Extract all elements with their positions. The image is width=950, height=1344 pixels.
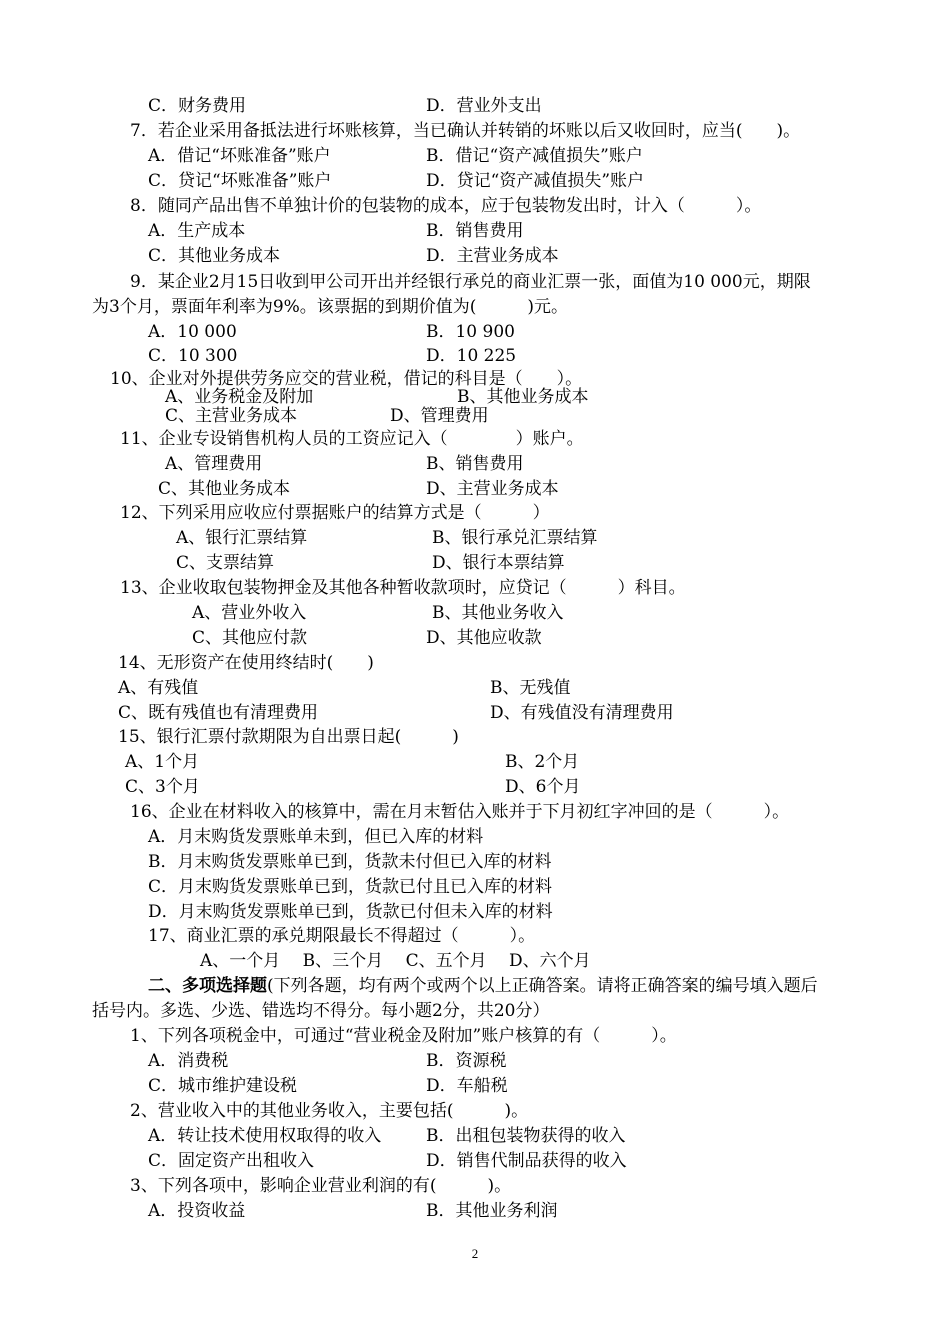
text-line: B、2个月 <box>505 752 580 772</box>
text-line: B、银行承兑汇票结算 <box>432 528 598 548</box>
text-line: 13、企业收取包装物押金及其他各种暂收款项时，应贷记（ ）科目。 <box>120 578 686 598</box>
text-line: D、主营业务成本 <box>426 479 559 499</box>
text-line: B、其他业务成本 <box>457 387 589 407</box>
text-line: A．消费税 <box>148 1051 229 1071</box>
text-line: C、主营业务成本 <box>165 406 298 426</box>
text-line: C．财务费用 <box>148 96 247 116</box>
text-line: D．销售代制品获得的收入 <box>426 1151 627 1171</box>
text-line: 7．若企业采用备抵法进行坏账核算，当已确认并转销的坏账以后又收回时，应当( )。 <box>130 121 801 141</box>
text-line: D、有残值没有清理费用 <box>490 703 674 723</box>
text-line: 2、营业收入中的其他业务收入，主要包括( )。 <box>130 1101 529 1121</box>
text-line: 3、下列各项中，影响企业营业利润的有( )。 <box>130 1176 512 1196</box>
text-line: B、其他业务收入 <box>432 603 564 623</box>
text-line: C、3个月 <box>125 777 200 797</box>
text-line: 为3个月，票面年利率为9%。该票据的到期价值为( )元。 <box>92 297 569 317</box>
text-line: C．贷记“坏账准备”账户 <box>148 171 332 191</box>
text-line: C．其他业务成本 <box>148 246 281 266</box>
text-line: C、既有残值也有清理费用 <box>118 703 319 723</box>
text-line: B．其他业务利润 <box>426 1201 558 1221</box>
text-line: D．月末购货发票账单已到，货款已付但未入库的材料 <box>148 902 553 922</box>
text-line: A、有残值 <box>118 678 199 698</box>
text-line: 9．某企业2月15日收到甲公司开出并经银行承兑的商业汇票一张，面值为10 000元，期限 <box>130 272 811 292</box>
text-line: B、无残值 <box>490 678 571 698</box>
text-line: D．车船税 <box>426 1076 508 1096</box>
text-line: D、管理费用 <box>390 406 489 426</box>
text-line: 8．随同产品出售不单独计价的包装物的成本，应于包装物发出时，计入（ ）。 <box>130 196 762 216</box>
text-line: A．借记“坏账准备”账户 <box>148 146 331 166</box>
text-line: C、其他业务成本 <box>158 479 291 499</box>
text-line: D、6个月 <box>505 777 581 797</box>
text-line: B．10 900 <box>426 322 515 342</box>
text-line: A、业务税金及附加 <box>165 387 314 407</box>
text-line: 14、无形资产在使用终结时( ) <box>118 653 374 673</box>
text-line: 10、企业对外提供劳务应交的营业税，借记的科目是（ ）。 <box>110 369 583 389</box>
text-line: 括号内。多选、少选、错选均不得分。每小题2分，共20分） <box>92 1001 550 1021</box>
text-line: A、管理费用 <box>165 454 263 474</box>
text-line: A、一个月 B、三个月 C、五个月 D、六个月 <box>200 951 591 971</box>
text-line: B．月末购货发票账单已到，货款未付但已入库的材料 <box>148 852 552 872</box>
text-line: A．月末购货发票账单未到，但已入库的材料 <box>148 827 484 847</box>
text-line: B．借记“资产减值损失”账户 <box>426 146 643 166</box>
text-line: 12、下列采用应收应付票据账户的结算方式是（ ） <box>120 503 550 523</box>
text-line: B．出租包装物获得的收入 <box>426 1126 626 1146</box>
text-line: D．营业外支出 <box>426 96 542 116</box>
text-line: A、营业外收入 <box>192 603 307 623</box>
text-line: C．10 300 <box>148 346 238 366</box>
text-line: D．10 225 <box>426 346 517 366</box>
text-line: A、银行汇票结算 <box>176 528 308 548</box>
text-line: B．资源税 <box>426 1051 507 1071</box>
text-line: A、1个月 <box>125 752 200 772</box>
text-line: D、其他应收款 <box>426 628 542 648</box>
text-line: C．月末购货发票账单已到，货款已付且已入库的材料 <box>148 877 553 897</box>
text-line: 17、商业汇票的承兑期限最长不得超过（ ）。 <box>148 926 536 946</box>
text-line: D、银行本票结算 <box>432 553 565 573</box>
text-line: 1、下列各项税金中，可通过“营业税金及附加”账户核算的有（ ）。 <box>130 1026 677 1046</box>
text-line: B．销售费用 <box>426 221 524 241</box>
text-line: A．投资收益 <box>148 1201 246 1221</box>
section-instructions: (下列各题，均有两个或两个以上正确答案。请将正确答案的编号填入题后 <box>267 976 818 996</box>
text-line: D．主营业务成本 <box>426 246 559 266</box>
text-line: 11、企业专设销售机构人员的工资应记入（ ）账户。 <box>120 429 584 449</box>
text-line: A．10 000 <box>148 322 237 342</box>
text-line: C、其他应付款 <box>192 628 308 648</box>
text-line: A．转让技术使用权取得的收入 <box>148 1126 382 1146</box>
section-heading-line <box>148 975 818 997</box>
page-number: 2 <box>471 1246 479 1261</box>
text-line: 16、企业在材料收入的核算中，需在月末暂估入账并于下月初红字冲回的是（ ）。 <box>130 802 790 822</box>
text-line: C．固定资产出租收入 <box>148 1151 315 1171</box>
text-line: D．贷记“资产减值损失”账户 <box>426 171 645 191</box>
section-heading: 二、多项选择题 <box>148 976 267 996</box>
text-line: C．城市维护建设税 <box>148 1076 298 1096</box>
text-line: 15、银行汇票付款期限为自出票日起( ) <box>118 727 459 747</box>
text-line: B、销售费用 <box>426 454 524 474</box>
text-line: A．生产成本 <box>148 221 246 241</box>
text-line: C、支票结算 <box>176 553 275 573</box>
